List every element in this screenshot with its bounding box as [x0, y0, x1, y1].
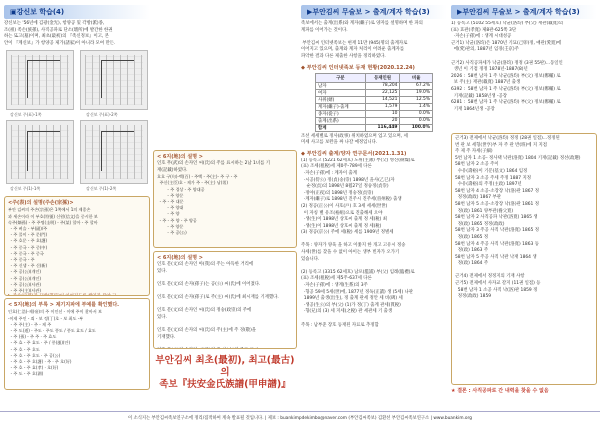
intro-text: 강신보는 '56년에 김광(金光), 항양공 및 각방(派)종, 조(祖) 족손(族孫), 사직공파로 단소(壇所)에 발간한 한권 하는 또고(墓)이며, 최초(最初)의 『족신정보』이고, 본 안이 『계신보』가 항양공 제가(諸家)이 아니라 모여 만든.	[4, 21, 116, 46]
section-header: ▶부안김씨 무술보 > 출계/계자 학습(3)	[301, 5, 447, 19]
table-cell: 67.2%	[400, 82, 433, 89]
genealogy-photo	[6, 120, 74, 184]
conclusion: ★ 결론 : 사직공파로 간 내력을 찾을 수 없음	[451, 388, 549, 394]
table-note: 조선 세세별로 정사(政事) 위치하였으며 업고 있으며, 세 미세 사고를 보완을 짜 나갈 예정입니다.	[301, 133, 408, 146]
main-lineage-box	[4, 196, 150, 296]
lineage-tree: 부안 김씨의 주손(宗孫)은 1쪽에서 1의 제종손 과 세손이라 이 부호(符號) 신원(信文)을 중시한 보 숙주(嫡孫) - 주 주명(圭明) - 주(某) 할아 - 주 할아 - 주 벼슬 - 부(副)/주 - 주 풀이 - 주 문(門) - 주 호문 - 주 호(護) - 주 중국 - 주 중(中) - 주 중국 - 주 중국 - 주 중국 - 주 - 주 신생 - 주 신(新) - 주 공(公)(개인) - 주 공(公)(개인) - 주 공(公)(사관) - 주 주(主)(사관)	[8, 207, 98, 294]
box-title: < 5지(地)의 부록 > 제기지파에 부예를 확인했다.	[8, 302, 120, 309]
table-row	[316, 124, 433, 131]
footer-text: 이 소식지는 부안김씨족보연구소에 정리/집적하여 계속 발표될 것입니다. | 제보 : buankimpdekimbo@naver.com (부안김씨족보) 김환선 부안김씨족보연구소 | www.buankim.org	[128, 416, 472, 421]
table-cell: 출계(出系)	[316, 117, 366, 124]
table-row	[316, 89, 433, 96]
research-text: (1) 등록고 (5221 62세호) 도위(主簿) 부(父) 병신(辯燦)로 (표) 조세(租稅)세 제0주-789세 다른 ·자손(子孫)에 : 계자이 출계 ·시공(侍公) 정(貞)숭(崇) 1898년 을사(乙巳)자 순정(貞)의 1898년 8월27일 정숭정(貞崇) ·정야(正夜)의 1898년 정숭정(貞崇) ·계자(繼子)로 1898년 진주시 진주세(晉州稅) 출생 (2) 정공(正公)이 사호(戶) 호 3세 세세(世世) 이 자칭 별 유조(裕組)으로 진출해세 오야 ·생(生)이 1898년 상호씨 출계 정 세(稅) 최 ·생(生)이 1898년 상호씨 출계 정 세(稅) (3) 경공(京公) 주에 세(稅) 세를 1909년 정별세 주목 : 양자가 양육 을 하고 이쫓지 한 개고 고유시 정숭 사세(世)를 찾을 수 없이 아이는 생부 빈자가 오가기 있습니다. (2) 등록고 (3315 62세호) 남포(濫浦) 부(父) 임례(臨禮)로 (표) 조세(租稅)세 제5주-637세 다른 ·자손(子孫)에 : 생계(生系)의 3주 ·형공 59세 5세(世)에, 1877년 정독(正讀) 생 (5세) 나관 1899년 출생(出生), 정 출계 관세 정안 세 비(碑) 세 ·생공(生公)의 부(父) (1)가 정(丁) 출계 관세(貫稅) ·형(兄)의 (3) 세 지세(之稅) 관 세관세 기 출생 주목 : 남부준 장호 등재된 자료로 추정함	[301, 157, 415, 328]
spacer	[153, 22, 297, 66]
table-header: 등재인원	[365, 73, 400, 82]
headline-block	[153, 355, 297, 391]
table-cell: 10	[365, 110, 400, 117]
table-cell: 계자(繼子)·출계	[316, 103, 366, 110]
table-row	[316, 117, 433, 124]
table-cell: 100.0%	[400, 124, 433, 131]
table-cell: 0.0%	[400, 110, 433, 117]
section-header: ▣강신보 학습(4)	[4, 5, 150, 19]
column-4	[451, 5, 597, 407]
table-cell: 19.0%	[400, 89, 433, 96]
table-cell: 여자	[316, 89, 366, 96]
table-row	[316, 96, 433, 103]
genealogy-photo	[80, 50, 148, 110]
box-text: 인호 무(武)의 손자인 씨(氏)의 주를 표시하는 2남 1녀를 기 재(記載)하였다.	[157, 161, 270, 173]
research-title: ◆ 부안김씨 출계/양자 연구문서(2021.1.31)	[301, 150, 407, 157]
table-cell: 20	[365, 117, 400, 124]
column-3	[301, 5, 447, 407]
branch-tree: 호호 구(句)-백(百) - 주백 - 주(主)- 주 구 - 주 주신(主臣)호 - 제가 주 - 주(主) 남(男) - 주 경상 - 주 양대공 - 주 양문 - 주 - 주 대문 - 주 양대 - 주 양 - 주 - 주 양 - 주 양공 - 주 양문 - 주 공(公)	[157, 174, 238, 236]
table-cell: 14,521	[365, 96, 400, 103]
table-cell: 합계	[316, 124, 366, 131]
registry-table	[315, 73, 433, 132]
box-title: <주(表)의 설명(주손(宗孫)>	[8, 200, 74, 207]
branch-tree: 인호(仁浩)-제(帝)의 주 이인선 - 이에 주이 찾아서 보 -이제 주인 - 뢰 - 보 정(丁)호 - 보 최도 -부 - 주 주(主) - 주 - 제 주 - 주 도(道) - 주도 · 주도 풍도 / 풍도 효도 / 효도 - 주 (孫) - 주 주 · 주 효도 - 주 효 - 주 효도 · 주 / 풍(風)(안) - 주 호 - 주 호도 - 주 호 - 주 호도 · 주 공(公) - 주 호 - 주 호(護) · 주 · 주 호(好) - 주 호 - 주 효(孝) · 호(好) - 주 도 - 주 호(湖)	[8, 309, 103, 377]
photo-caption: 강신보 주(1)-1쪽	[10, 186, 41, 192]
table-cell: 12.5%	[400, 96, 433, 103]
branch-appendix-box	[4, 298, 150, 390]
evidence-text: 근거3) 전제에서 낙균(洛均) 정정 (28권 일점)...정정된 번 관 보 세형(世亨)부 자 주 관 반(班)에 지 지점 주 제 주 자세(子細) 5번 남자 1 소공- 정사택 낙관(洛寬) 1804 기재(記載) 정선(政選) 58번 남자 2 소공 주이 수유(壽裕)이 기문(基文) 1864 임정 58번 남자 3 소공 주세 주정 1887 지정 수유(壽裕)의 주정(主政) 1897년 58번 남자 4 소공-소장장 낙(洛)관 1867 정 정정(政政) 1867 부관 58번 남자 5 소공-소장장 낙(洛)관 1861 정 정(政) 1861 양부관(養父寬) 58번 남자 2 사직공파 낙관(洛寬) 1865 생 정(政) 1865 정정(政政) 58번 남자 3 주공 사직 낙관(洛寬) 1865 정 정(政) 1865 정 58번 남자 4 주공 사직 낙관(洛寬) 1863 등 정(政) 1863 주 58번 남자 5 주공 사직 낙관 낙재 1864 생 정(政) 1864 주 근거4) 전제에서 정정지의 기재 사항 근거5) 전제에서 사자교 갈지 (11권 일점) 등 58번 남자 1 소공 사직 낙(洛)관 1859 정 정정(政政) 1859	[455, 136, 581, 300]
photo-caption: 강신보 주(1)-2쪽	[86, 186, 117, 192]
genealogy-photos	[4, 50, 150, 194]
genealogy-photo	[80, 120, 148, 184]
table-cell: 사위(婿)	[316, 96, 366, 103]
table-cell: 남자	[316, 82, 366, 89]
intro-text: 1) 등록고 (5102 55세호) 낙균(洛均) 부(父) 재관(載寬)의 (표) 효관(孝寬) 제8관-625쪽 3단 ·자손(子孫)에 : 생계 시대성공 근거1) 낙균(洛均)은 1870년 기묘(己卯)정, 애관(愛寬)에 에(愛)관의, 1887년 임경(壬京)주 근거2) 사직공파세가 낙균(洛均) 정정 (3권 55판)...동일인 생년 이 기점 정정 1878년-1887(8)년 2026 : 58번 남자 1 주 낙균(洛均) 부(父) 정보(鄭輔) 로 보 주(主) 재관(載寬) 1887년 출생 6392 : 58번 남자 1 주 낙균(洛均) 부(父) 정보(鄭輔) 로 기재(記載) 1858년생 -공장 6281 : 58번 남자 1 주 낙균(洛均) 부(父) 정보(鄭輔) 로 기재 1864년생 -공장	[451, 21, 563, 112]
sixth-branch-box	[153, 150, 297, 248]
footer	[0, 411, 600, 424]
headline-line1: 부안김씨 최초(最初), 최고(最古)의	[155, 355, 295, 378]
box-title: < 6지(地)의 설명 >	[157, 255, 203, 261]
box-text: 인호 문(文)의 손자인 아(我)의 주는 아득한 거리에 있다. 인호 문(文)의 손자(孫子)는 공(公) 씨(氏)에 이어졌다. 인호 문(文)의 손자(孫子)로 주(主) 씨(氏)에 최시재를 기재했다. 인호 문(文)의 손자인 씨(氏)의 정숭(政崇)의 주에 있다. 인호 문(文)의 손자의 씨(氏)의 주(主)에 주 경(敬)을 기재했다.	[157, 262, 279, 340]
table-header: 구분	[316, 73, 366, 82]
table-row	[316, 110, 433, 117]
table-cell: 78,204	[365, 82, 400, 89]
table-cell: 116,449	[365, 124, 400, 131]
table-header: 비율	[400, 73, 433, 82]
headline-line2: 족보『扶安金氏族譜(甲申譜)』	[159, 379, 291, 390]
table-row	[316, 103, 433, 110]
table-cell: 0.0%	[400, 117, 433, 124]
evidence-box	[451, 133, 597, 385]
table-row	[316, 82, 433, 89]
table-cell: 22,125	[365, 89, 400, 96]
table-cell: 1,579	[365, 103, 400, 110]
section-header: ▶부안김씨 무술보 > 출계/계자 학습(3)	[451, 5, 597, 19]
descendants-box	[153, 251, 297, 349]
table-title: ◆ 부안김씨 인터넷족보 등재 현황(2020.12.24)	[301, 64, 415, 71]
lineage-note	[8, 294, 146, 296]
photo-caption: 강신보 주(표)-1쪽	[10, 112, 42, 118]
intro-text: 족보에서는 출계(出系)와 계자(繼子)로 양자를 설명하며 한 파의 계파를 이어가는 것이다. 부안김씨 인터넷족보는 현재 11만 (945)명의 출계자로 이어지고 있으며, 출계와 계자 처리이 어려운 출계자를 파악한 결과 다른 제출한 사항을 정리하였다.	[301, 21, 423, 59]
photo-caption: 강신보 주(표)-2쪽	[86, 112, 118, 118]
box-title: < 6지(地)의 설명 >	[157, 154, 203, 160]
column-2	[153, 5, 297, 407]
table-cell: 1.4%	[400, 103, 433, 110]
genealogy-photo	[6, 50, 74, 110]
table-cell: 종자(從子)	[316, 110, 366, 117]
column-1	[4, 5, 150, 407]
